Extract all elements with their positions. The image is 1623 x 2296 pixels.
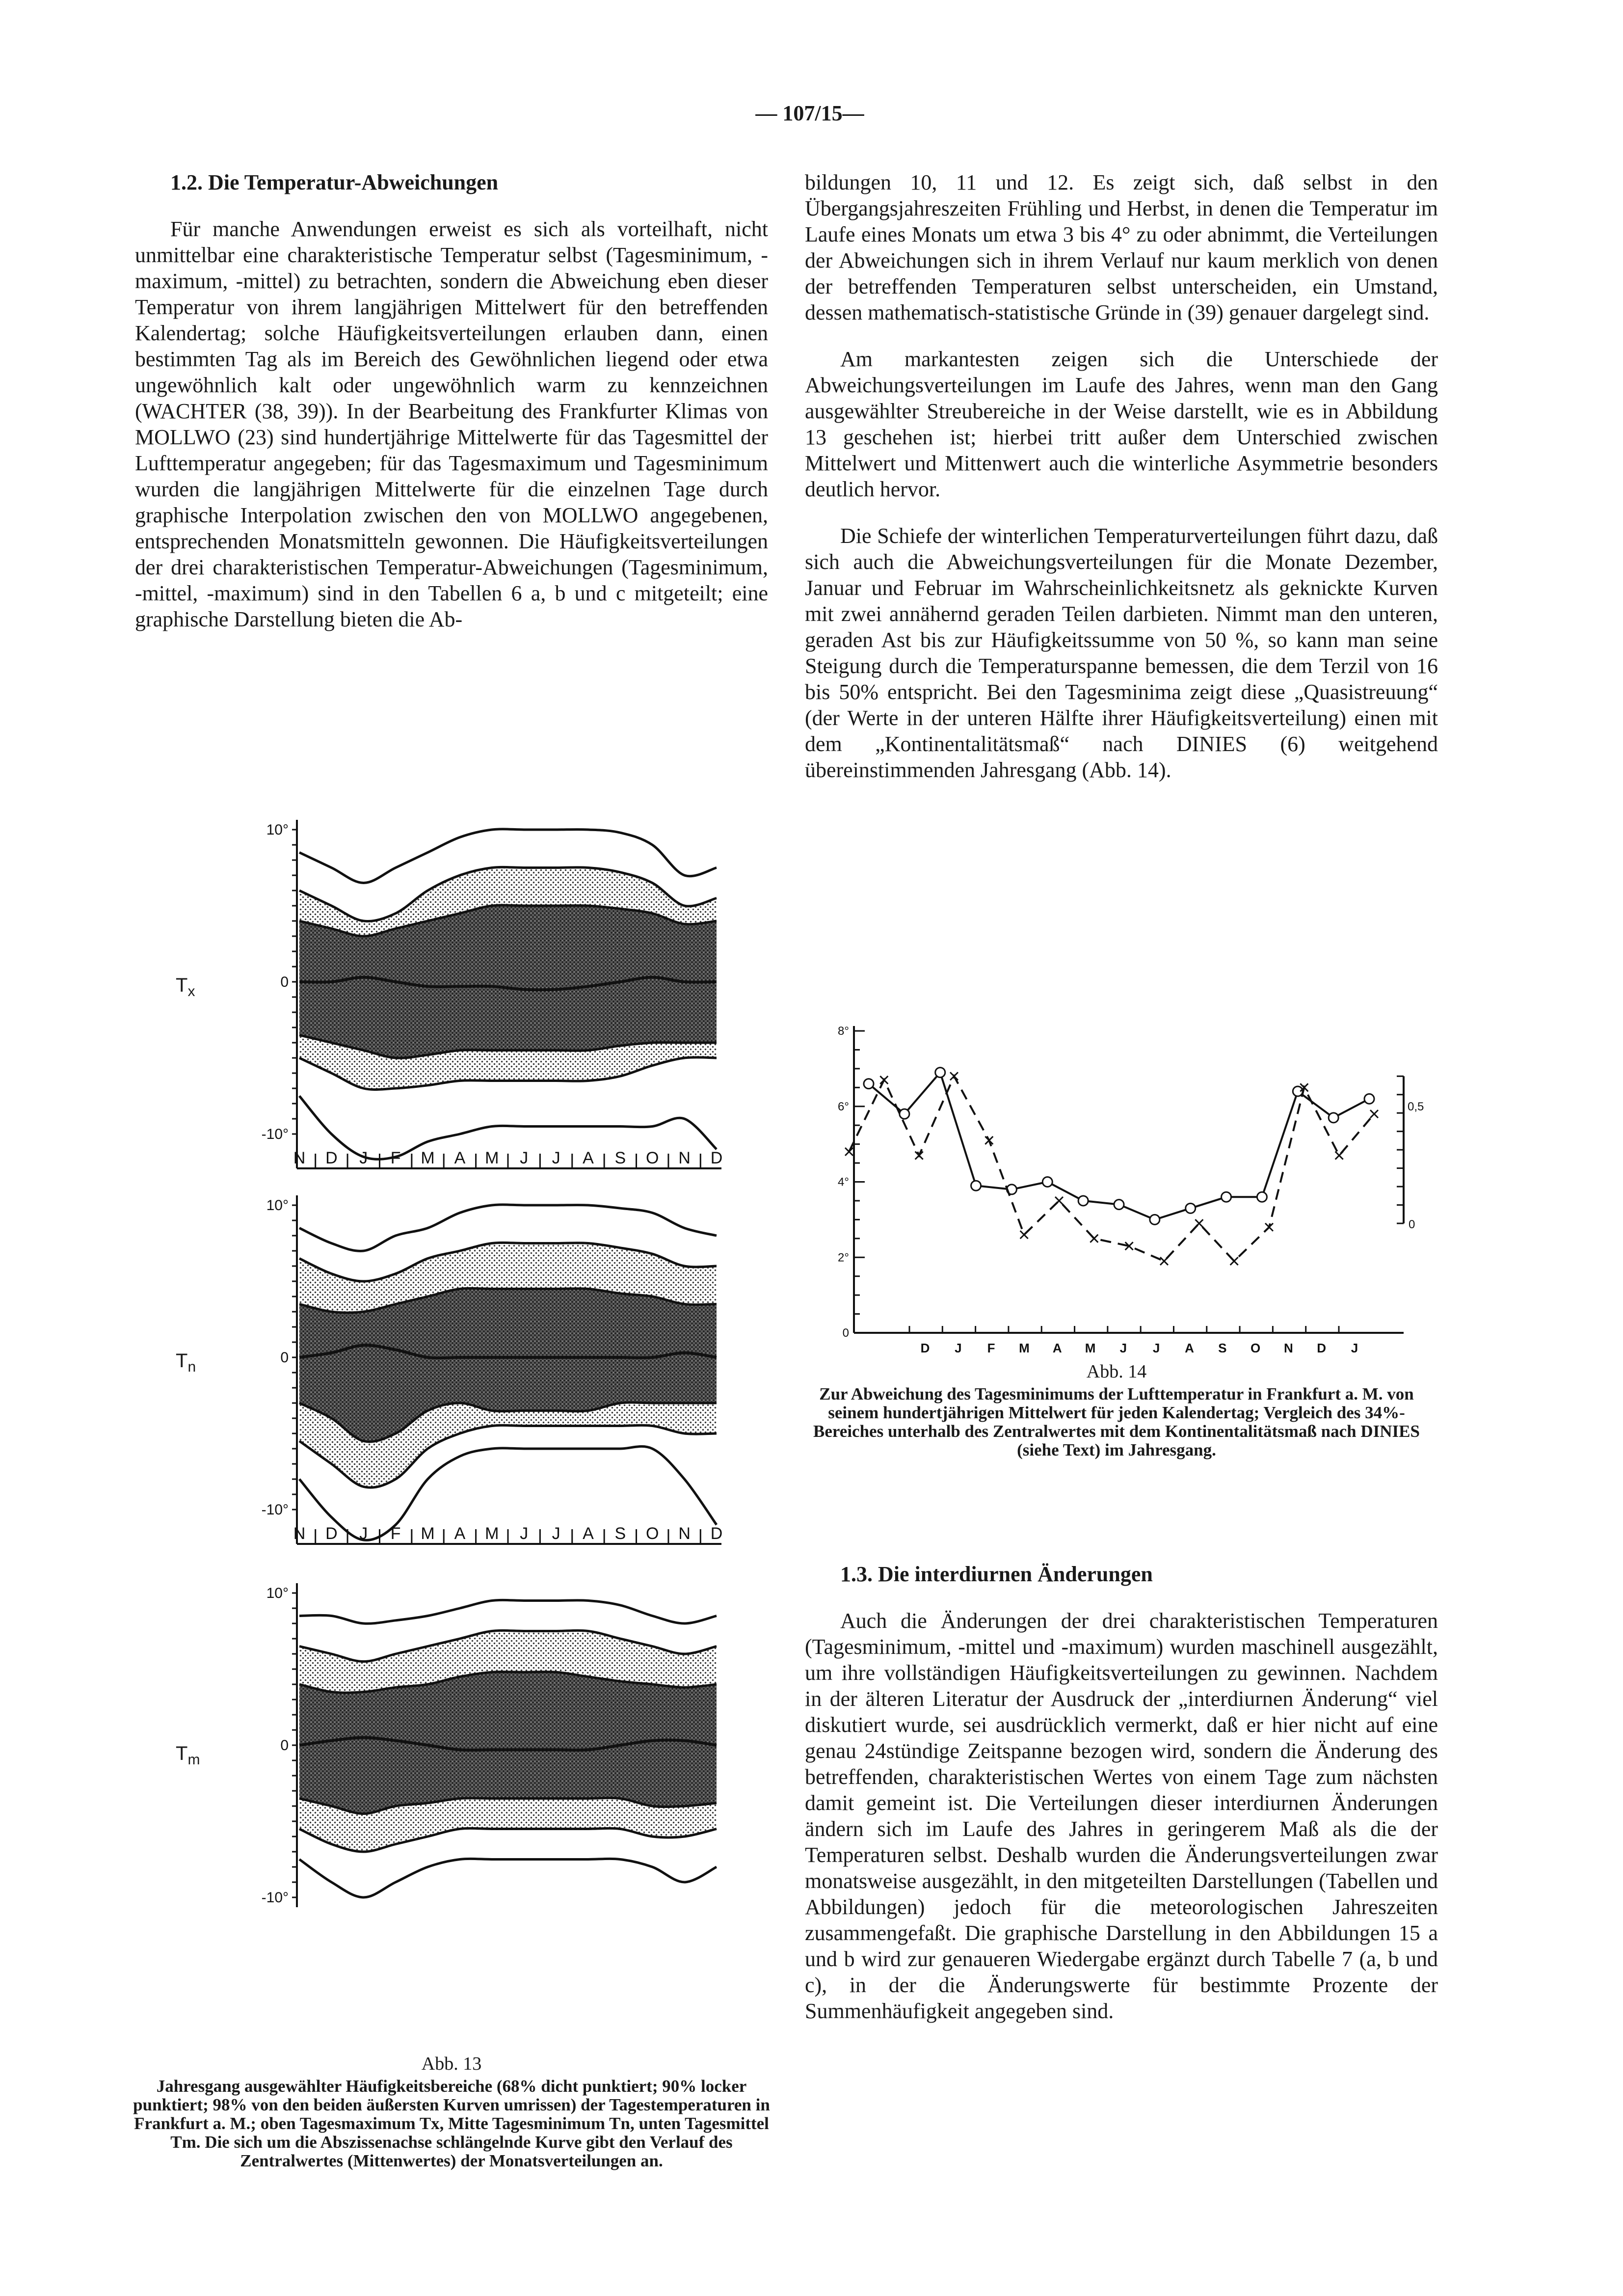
series-solid-point (1222, 1192, 1231, 1202)
x-category-label: J (1351, 1341, 1358, 1352)
x-category-label: J (1119, 1341, 1127, 1352)
y-left-tick-label: 0 (842, 1326, 849, 1340)
series-solid-point (864, 1079, 874, 1089)
series-solid-point (1150, 1215, 1160, 1224)
x-category-label: M (1019, 1341, 1030, 1352)
left-paragraph: Für manche Anwendungen erweist es sich als vorteilhaft, nicht unmittelbar eine charakteristische Temperatur selbst (Tagesminimum, -maximum, -mittel) zu betrachten, sondern die Abweichung eben dieser Temperatur von ihrem langjährigen Mittelwert für den betreffenden Kalendertag; solche Häufigkeitsverteilungen erlauben dann, einen bestimmten Tag als im Bereich des Gewöhnlichen liegend oder etwa ungewöhnlich kalt oder ungewöhnlich warm zu kennzeichnen (WACHTER (38, 39)). In der Bearbeitung des Frankfurter Klimas von MOLLWO (23) sind hundertjährige Mittelwerte für das Tagesmittel der Lufttemperatur angegeben; für das Tagesmaximum und Tagesminimum wurden die langjährigen Mittelwerte für die einzelnen Tage durch graphische Interpolation zwischen den von MOLLWO angegebenen, entsprechenden Monatsmitteln gewonnen. Die Häufigkeitsverteilungen der drei charakteristischen Temperatur-Abweichungen (Tagesminimum, -mittel, -maximum) sind in den Tabellen 6 a, b und c mitgeteilt; eine graphische Darstellung bieten die Ab- (135, 217, 768, 631)
percentile-curve (299, 1600, 717, 1623)
x-category-label: S (1218, 1341, 1227, 1352)
series-dashed-line (849, 1076, 1374, 1261)
figure-13-chart (147, 810, 761, 2037)
x-category-label: D (920, 1341, 930, 1352)
right-paragraph-2: Am markantesten zeigen sich die Unterschiede der Abweichungsverteilungen im Laufe des Jahres, wenn man den Gang ausgewählter Streubereiche in der Weise darstellt, wie es in Abbildung 13 geschehen ist; hierbei tritt außer dem Unterschied zwischen Mittelwert und Mittenwert auch die winterliche Asymmetrie besonders deutlich hervor. (805, 347, 1438, 501)
month-label: O (646, 1524, 659, 1543)
figure-14-title: Abb. 14 (1086, 1361, 1147, 1382)
y-tick-label: 10° (266, 1585, 289, 1601)
y-left-tick-label: 4° (838, 1175, 849, 1189)
month-label: J (359, 1149, 368, 1167)
series-dashed-point (1230, 1257, 1238, 1265)
series-solid-point (1078, 1196, 1088, 1206)
series-solid-point (1042, 1177, 1052, 1187)
month-label: S (614, 1149, 626, 1167)
y-left-tick-label: 8° (838, 1025, 849, 1038)
right-paragraph-3: Die Schiefe der winterlichen Temperaturverteilungen führt dazu, daß sich auch die Abweichungsverteilungen für die Monate Dezember, Januar und Februar im Wahrscheinlichkeitsnetz als geknickte Kurven mit zwei annähernd geraden Teilen darbieten. Nimmt man den unteren, geraden Ast bis zur Häufigkeitssumme von 50 %, so kann man seine Steigung durch die Temperaturspanne bemessen, die dem Terzil von 16 bis 50% entspricht. Bei den Tagesminima zeigt diese „Quasistreuung“ (der Werte in der unteren Hälfte ihrer Häufigkeitsverteilung) einen mit dem „Kontinentalitätsmaß“ nach DINIES (6) weitgehend übereinstimmenden Jahresgang (Abb. 14). (805, 524, 1438, 782)
month-label: M (485, 1524, 499, 1543)
series-solid-point (971, 1181, 981, 1190)
month-label: N (678, 1149, 691, 1167)
x-category-label: O (1250, 1341, 1261, 1352)
month-label: M (421, 1149, 435, 1167)
month-label: M (421, 1524, 435, 1543)
month-label: A (583, 1149, 594, 1167)
series-dashed-point (915, 1152, 923, 1160)
month-label: D (325, 1524, 338, 1543)
series-solid-point (1329, 1113, 1338, 1123)
month-label: F (390, 1524, 401, 1543)
panel-tx (262, 820, 723, 1168)
x-category-label: N (1283, 1341, 1293, 1352)
series-dashed-point (1195, 1219, 1203, 1227)
right-paragraph-1: bildungen 10, 11 und 12. Es zeigt sich, daß selbst in den Übergangsjahreszeiten Frühling und Herbst, in denen die Temperatur im Laufe eines Monats um etwa 3 bis 4° zu oder abnimmt, die Verteilungen der Abweichungen sich in ihrem Verlauf nur kaum merklich von denen der betreffenden Temperaturen selbst unterscheiden, ein Umstand, dessen mathematisch-statistische Gründe in (39) genauer dargelegt sind. (805, 170, 1438, 324)
month-label: J (552, 1149, 560, 1167)
y-left-tick-label: 2° (838, 1251, 849, 1265)
y-tick-label: 0 (280, 1737, 289, 1754)
series-dashed-point (1055, 1197, 1063, 1205)
figure-13-caption (133, 2054, 771, 2170)
month-label: S (614, 1524, 626, 1543)
month-label: O (646, 1149, 659, 1167)
y-tick-label: 0 (280, 1350, 289, 1366)
figure-14 (795, 1019, 1438, 1352)
figure-14-caption (800, 1362, 1433, 1459)
series-dashed-point (1160, 1257, 1168, 1265)
percentile-curve (299, 1859, 717, 1897)
series-dashed-point (880, 1076, 888, 1084)
left-column (135, 169, 768, 632)
x-category-label: F (987, 1341, 995, 1352)
panel-tn (262, 1195, 723, 1544)
month-label: A (454, 1149, 466, 1167)
month-label: J (520, 1524, 529, 1543)
month-label: A (454, 1524, 466, 1543)
month-label: N (293, 1149, 306, 1167)
x-category-label: J (1152, 1341, 1160, 1352)
series-dashed-point (1370, 1110, 1378, 1118)
y-tick-label: 10° (266, 822, 289, 838)
panel-tm (262, 1583, 717, 1907)
right-column-bottom (805, 1561, 1438, 2024)
month-label: D (325, 1149, 338, 1167)
month-label: J (359, 1524, 368, 1543)
x-category-label: A (1185, 1341, 1194, 1352)
x-category-label: D (1317, 1341, 1327, 1352)
series-dashed-point (1335, 1152, 1343, 1160)
panel-symbol-tn: $T_n$ (176, 1350, 196, 1375)
y-tick-label: -10° (261, 1890, 289, 1906)
series-dashed-point (1090, 1235, 1098, 1243)
month-label: F (390, 1149, 401, 1167)
series-dashed-point (845, 1148, 853, 1156)
month-label: N (293, 1524, 306, 1543)
series-solid-point (1186, 1203, 1196, 1213)
y-left-tick-label: 6° (838, 1100, 849, 1113)
month-label: J (520, 1149, 529, 1167)
page-number: — 107/15— (755, 101, 864, 125)
y-tick-label: 0 (280, 974, 289, 990)
month-label: J (552, 1524, 560, 1543)
month-label: D (710, 1524, 723, 1543)
x-category-label: A (1052, 1341, 1062, 1352)
month-label: A (583, 1524, 594, 1543)
panel-symbol-tx: $T_x$ (176, 974, 195, 999)
panel-symbol-tm: $T_m$ (176, 1743, 200, 1768)
y-right-tick-label: 0 (1409, 1218, 1415, 1232)
y-right-tick-label: 0,5 (1408, 1100, 1424, 1113)
x-category-label: M (1085, 1341, 1096, 1352)
y-tick-label: -10° (261, 1502, 289, 1518)
section-heading-interdiurnal-changes: 1.3. Die interdiurnen Änderungen (840, 1562, 1153, 1586)
month-label: D (710, 1149, 723, 1167)
series-solid-point (1257, 1192, 1267, 1202)
series-solid-point (1364, 1094, 1374, 1104)
y-tick-label: -10° (261, 1126, 289, 1142)
figure-14-caption-text: Zur Abweichung des Tagesminimums der Lufttemperatur in Frankfurt a. M. von seinem hundertjährigen Mittelwert für jeden Kalendertag; Vergleich des 34%-Bereiches unterhalb des Zentralwertes mit dem Kontinentalitätsmaß nach DINIES (siehe Text) im Jahresgang. (813, 1384, 1420, 1459)
right-section2-paragraph: Auch die Änderungen der drei charakteristischen Temperaturen (Tagesminimum, -mittel und -maximum) wurden maschinell ausgezählt, um ihre vollständigen Häufigkeitsverteilungen zu gewinnen. Nachdem in der älteren Literatur der Ausdruck der „interdiurnen Änderung“ viel diskutiert wurde, sei ausdrücklich vermerkt, daß er hier nicht auf eine genau 24stündige Zeitspanne bezogen wird, sondern die Änderung des betreffenden, charakteristischen Wertes von einem Tage zum nächsten damit gemeint ist. Die Verteilungen dieser interdiurnen Änderungen ändern sich im Laufe des Jahres in geringerem Maß als die der Temperaturen selbst. Deshalb wurden die Änderungsverteilungen zwar monatsweise ausgezählt, in den mitgeteilten Darstellungen (Tabellen und Abbildungen) jedoch für die meteorologischen Jahreszeiten zusammengefaßt. Die graphische Darstellung in den Abbildungen 15 a und b wird zur genaueren Wiedergabe ergänzt durch Tabelle 7 (a, b und c), in der die Änderungswerte für bestimmte Prozente der Summenhäufigkeit angegeben sind. (805, 1609, 1438, 2023)
figure-13-title: Abb. 13 (421, 2053, 482, 2074)
right-column-top (805, 169, 1438, 783)
series-dashed-point (950, 1072, 958, 1080)
x-category-label: J (955, 1341, 962, 1352)
figure-13-caption-text: Jahresgang ausgewählter Häufigkeitsbereiche (68% dicht punktiert; 90% locker punktiert; 98% von den beiden äußersten Kurven umrissen) der Tagestemperaturen in Frankfurt a. M.; oben Tagesmaximum Tx, Mitte Tagesminimum Tn, unten Tagesmittel Tm. Die sich um die Abszissenachse schlängelnde Kurve gibt den Verlauf des Zentralwertes (Mittenwertes) der Monatsverteilungen an. (133, 2077, 770, 2170)
series-dashed-point (1020, 1231, 1028, 1239)
y-tick-label: 10° (266, 1197, 289, 1214)
month-label: N (678, 1524, 691, 1543)
month-label: M (485, 1149, 499, 1167)
figure-14-chart (795, 1019, 1438, 1352)
section-heading-temperature-deviations: 1.2. Die Temperatur-Abweichungen (170, 170, 499, 194)
series-solid-point (1114, 1200, 1124, 1210)
series-solid-point (935, 1068, 945, 1078)
figure-13 (147, 810, 761, 2037)
series-solid-point (900, 1109, 909, 1119)
